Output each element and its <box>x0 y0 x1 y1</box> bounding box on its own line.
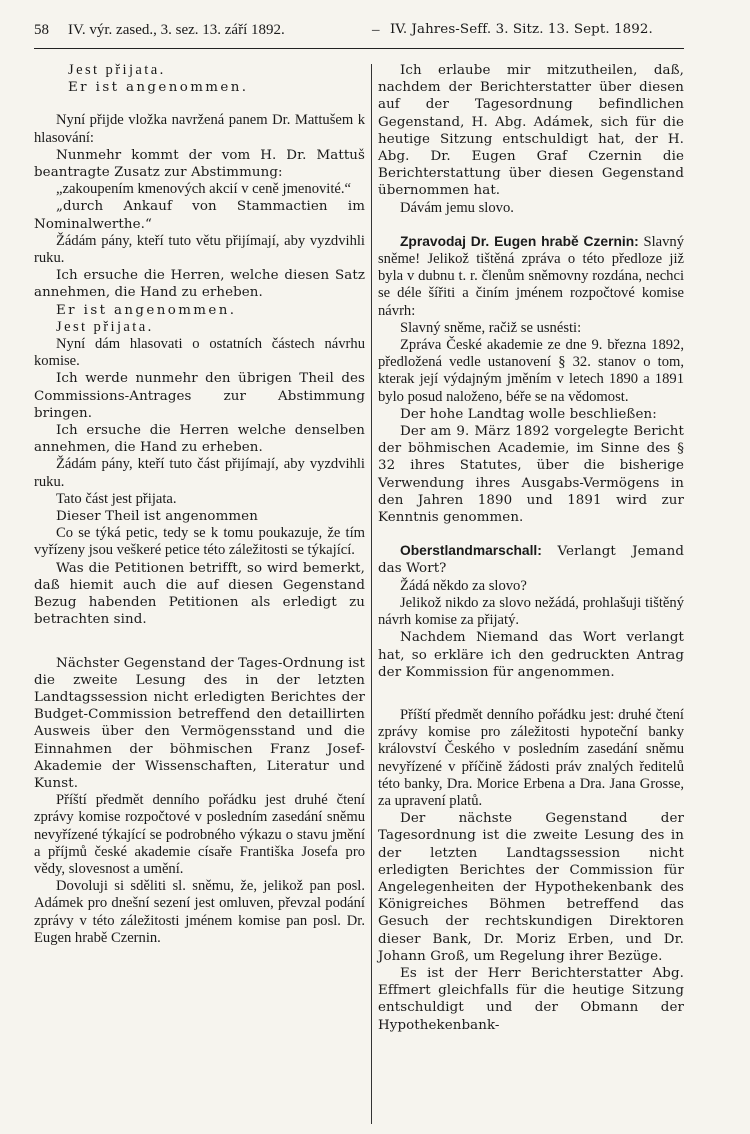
right-column <box>378 62 684 1034</box>
page-number: 58 <box>34 22 49 38</box>
paragraph: Příští předmět denního pořádku jest: druhé čtení zprávy komise pro záležitosti hypoteční banky království Českého v posledním zasedání sněmu nevyřízené v příčině žádosti práv znalých ředitelů této banky, Dra. Morice Erbena a Dra. Jana Grosse, za upravení platů. <box>378 706 684 809</box>
speech-paragraph <box>378 542 684 577</box>
header-separator: – <box>372 22 380 38</box>
header-rule <box>34 48 684 49</box>
paragraph: Nachdem Niemand das Wort verlangt hat, so erkläre ich den gedruckten Antrag der Kommission für angenommen. <box>378 630 684 680</box>
speaker-name: Oberstlandmarschall: <box>400 543 542 559</box>
paragraph: Slavný sněme, račiž se usnésti: <box>400 319 582 336</box>
paragraph: Was die Petitionen betrifft, so wird bemerkt, daß hiemit auch die auf diesen Gegenstand Bezug habenden Petitionen als erledigt zu betrachten sind. <box>34 560 365 628</box>
speech-paragraph <box>378 233 684 320</box>
paragraph: Nyní dám hlasovati o ostatních částech návrhu komise. <box>34 336 365 370</box>
paragraph: Tato část jest přijata. <box>56 490 177 507</box>
paragraph: Es ist der Herr Berichterstatter Abg. Effmert gleichfalls für die heutige Sitzung entschuldigt und der Obmann der Hypothekenbank- <box>378 965 684 1033</box>
column-divider <box>371 64 372 1124</box>
paragraph: Der nächste Gegenstand der Tagesordnung ist die zweite Lesung des in der letzten Landtagssession nicht erledigten Berichtes der Commission für Angelegenheiten der Hypothekenbank des Königreiches Böhmen betreffend das Gesuch der rechtskundigen Direktoren dieser Bank, Dr. Moriz Erben, und Dr. Johann Groß, um Regelung ihrer Bezüge. <box>378 811 684 964</box>
paragraph: Jelikož nikdo za slovo nežádá, prohlašuji tištěný návrh komise za přijatý. <box>378 594 684 629</box>
paragraph: Ich ersuche die Herren, welche diesen Satz annehmen, die Hand zu erheben. <box>34 268 365 301</box>
paragraph: Er ist angenommen. <box>56 302 237 318</box>
paragraph: Zpráva České akademie ze dne 9. března 1892, předložená vedle ustanovení § 32. stanov o tom, kterak její výdajným jměním v letech 1890 a 1891 bylo posud naloženo, béře se na vědomost. <box>378 337 684 405</box>
german-session-info: IV. Jahres-Seff. 3. Sitz. 13. Sept. 1892. <box>390 22 653 37</box>
paragraph: Příští předmět denního pořádku jest druhé čtení zprávy komise rozpočtové v posledním zasedání sněmu nevyřízené týkající se podrobného výkazu o stavu jmění a příjmů české akademie císaře Františka Josefa pro vědy, slovesnost a umění. <box>34 792 365 877</box>
czech-session-info: IV. výr. zased., 3. sez. 13. září 1892. <box>68 22 285 38</box>
paragraph: Der hohe Landtag wolle beschließen: <box>400 406 657 422</box>
speaker-name: Zpravodaj Dr. Eugen hrabě Czernin: <box>400 233 639 249</box>
paragraph: Jest přijata. <box>68 62 166 78</box>
speech-text: Slavný sněme! Jelikož tištěná zpráva o této předloze již byla v dubnu t. r. členům sněmovny rozdána, nechci se déle šířiti a činím jménem rozpočtové komise návrh: <box>378 233 684 319</box>
left-column <box>34 62 365 947</box>
paragraph: Jest přijata. <box>56 318 154 335</box>
paragraph: Žádám pány, kteří tuto část přijímají, aby vyzdvihli ruku. <box>34 456 365 490</box>
paragraph: Dávám jemu slovo. <box>400 199 514 216</box>
paragraph: Žádá někdo za slovo? <box>400 577 527 594</box>
paragraph: Er ist angenommen. <box>68 80 249 96</box>
paragraph: Žádám pány, kteří tuto větu přijímají, aby vyzdvihli ruku. <box>34 232 365 267</box>
paragraph: Ich ersuche die Herren welche denselben annehmen, die Hand zu erheben. <box>34 423 365 456</box>
speech-text: Verlangt Jemand das Wort? <box>378 544 684 577</box>
paragraph: Der am 9. März 1892 vorgelegte Bericht der böhmischen Academie, im Sinne des § 32 ihres Statutes, über die bisherige Verwendung ihres Ausgabs-Vermögens in den Jahren 1890 und 1891 wird zur Kenntnis genommen. <box>378 424 684 526</box>
paragraph: „zakoupením kmenových akcií v ceně jmenovité.“ <box>56 181 352 198</box>
paragraph: Nyní přijde vložka navržená panem Dr. Mattušem k hlasování: <box>34 112 365 146</box>
paragraph: Nächster Gegenstand der Tages-Ordnung ist die zweite Lesung des in der letzten Landtagssession nicht erledigten Berichtes der Budget-Commission betreffend den detaillirten Ausweis über den Vermögensstand und die Einnahmen der böhmischen Franz Josef-Akademie der Wissenschaften, Literatur und Kunst. <box>34 655 365 791</box>
paragraph: Nunmehr kommt der vom H. Dr. Mattuš beantragte Zusatz zur Abstimmung: <box>34 147 365 181</box>
paragraph: Co se týká petic, tedy se k tomu poukazuje, že tím vyřízeny jsou veškeré petice této záležitosti se týkající. <box>34 525 365 559</box>
paragraph: Ich werde nunmehr den übrigen Theil des Commissions-Antrages zur Abstimmung bringen. <box>34 371 365 421</box>
paragraph: Ich erlaube mir mitzutheilen, daß, nachdem der Berichterstatter über diesen auf der Tagesordnung befindlichen Gegenstand, H. Abg. Adámek, sich für die heutige Sitzung entschuldigt hat, der H. Abg. Dr. Eugen Graf Czernin die Berichterstattung über diesen Gegenstand übernommen hat. <box>378 63 684 199</box>
paragraph: „durch Ankauf von Stammactien im Nominalwerthe.“ <box>34 199 365 232</box>
paragraph: Dieser Theil ist angenommen <box>56 509 258 525</box>
page-header <box>34 22 684 46</box>
paragraph: Dovoluji si sděliti sl. sněmu, že, jelikož pan posl. Adámek pro dnešní sezení jest omluven, převzal podání zprávy v této záležitosti jménem komise pan posl. Dr. Eugen hrabě Czernin. <box>34 878 365 946</box>
